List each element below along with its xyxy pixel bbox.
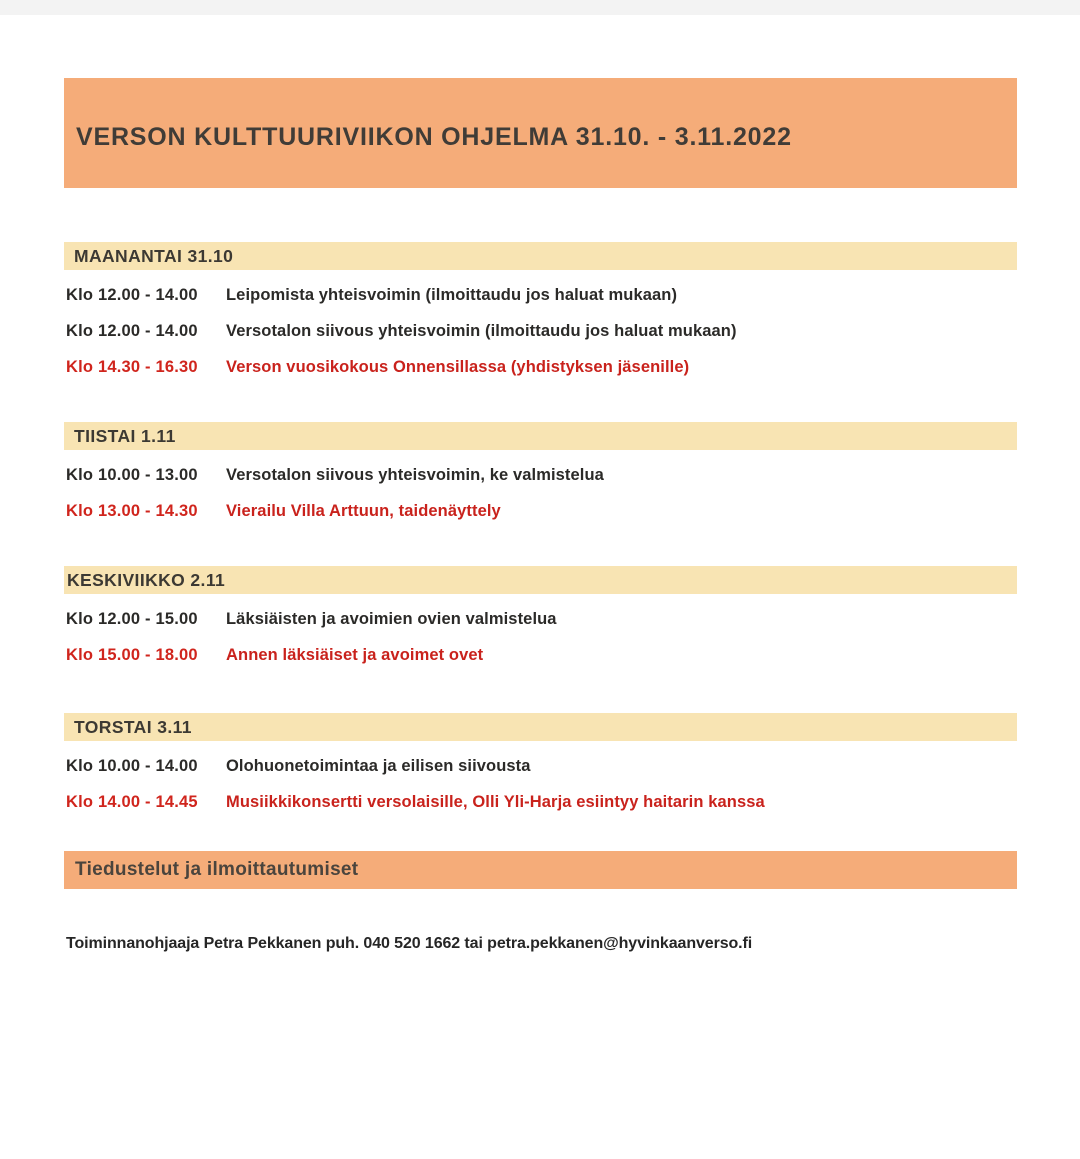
schedule-row [64,637,1017,673]
section-header [64,242,1017,270]
footer-banner-title: Tiedustelut ja ilmoittautumiset [75,859,359,880]
schedule-row [64,277,1017,313]
event-description: Leipomista yhteisvoimin (ilmoittaudu jos haluat mukaan) [226,285,678,304]
schedule-row [64,457,1017,493]
event-description: Olohuonetoimintaa ja eilisen siivousta [226,756,531,775]
section-title: TIISTAI 1.11 [74,425,176,446]
event-time: Klo 12.00 - 14.00 [66,321,198,340]
top-strip [0,0,1080,15]
section-header [64,713,1017,741]
event-time: Klo 12.00 - 15.00 [66,609,198,628]
section-header [64,566,1017,594]
section-title: TORSTAI 3.11 [74,716,192,737]
title-banner [64,78,1017,188]
event-time: Klo 14.30 - 16.30 [66,357,198,376]
schedule-row [64,493,1017,529]
event-description: Annen läksiäiset ja avoimet ovet [226,645,484,664]
section-header [64,422,1017,450]
event-description: Läksiäisten ja avoimien ovien valmistelua [226,609,557,628]
event-time: Klo 12.00 - 14.00 [66,285,198,304]
section-title: KESKIVIIKKO 2.11 [67,569,226,590]
event-time: Klo 13.00 - 14.30 [66,501,198,520]
section-rows [64,270,1017,385]
section-rows [64,594,1017,673]
page-title: VERSON KULTTUURIVIIKON OHJELMA 31.10. - 3.11.2022 [76,122,792,151]
section-rows [64,741,1017,820]
schedule-row [64,748,1017,784]
event-time: Klo 10.00 - 13.00 [66,465,198,484]
section-rows [64,450,1017,529]
section-tiistai [64,422,1017,529]
schedule-row [64,784,1017,820]
section-title: MAANANTAI 31.10 [74,245,234,266]
event-description: Musiikkikonsertti versolaisille, Olli Yli-Harja esiintyy haitarin kanssa [226,792,765,811]
event-description: Vierailu Villa Arttuun, taidenäyttely [226,501,501,520]
section-maanantai [64,242,1017,385]
footer-banner [64,851,1017,889]
event-description: Versotalon siivous yhteisvoimin, ke valmistelua [226,465,604,484]
program-document [64,78,1017,953]
event-description: Verson vuosikokous Onnensillassa (yhdistyksen jäsenille) [226,357,690,376]
schedule-row [64,313,1017,349]
section-keskiviikko [64,566,1017,673]
schedule-row [64,349,1017,385]
schedule-row [64,601,1017,637]
event-time: Klo 15.00 - 18.00 [66,645,198,664]
contact-line: Toiminnanohjaaja Petra Pekkanen puh. 040 520 1662 tai petra.pekkanen@hyvinkaanverso.fi [66,935,753,952]
event-time: Klo 14.00 - 14.45 [66,792,198,811]
event-time: Klo 10.00 - 14.00 [66,756,198,775]
section-torstai [64,713,1017,820]
event-description: Versotalon siivous yhteisvoimin (ilmoittaudu jos haluat mukaan) [226,321,737,340]
